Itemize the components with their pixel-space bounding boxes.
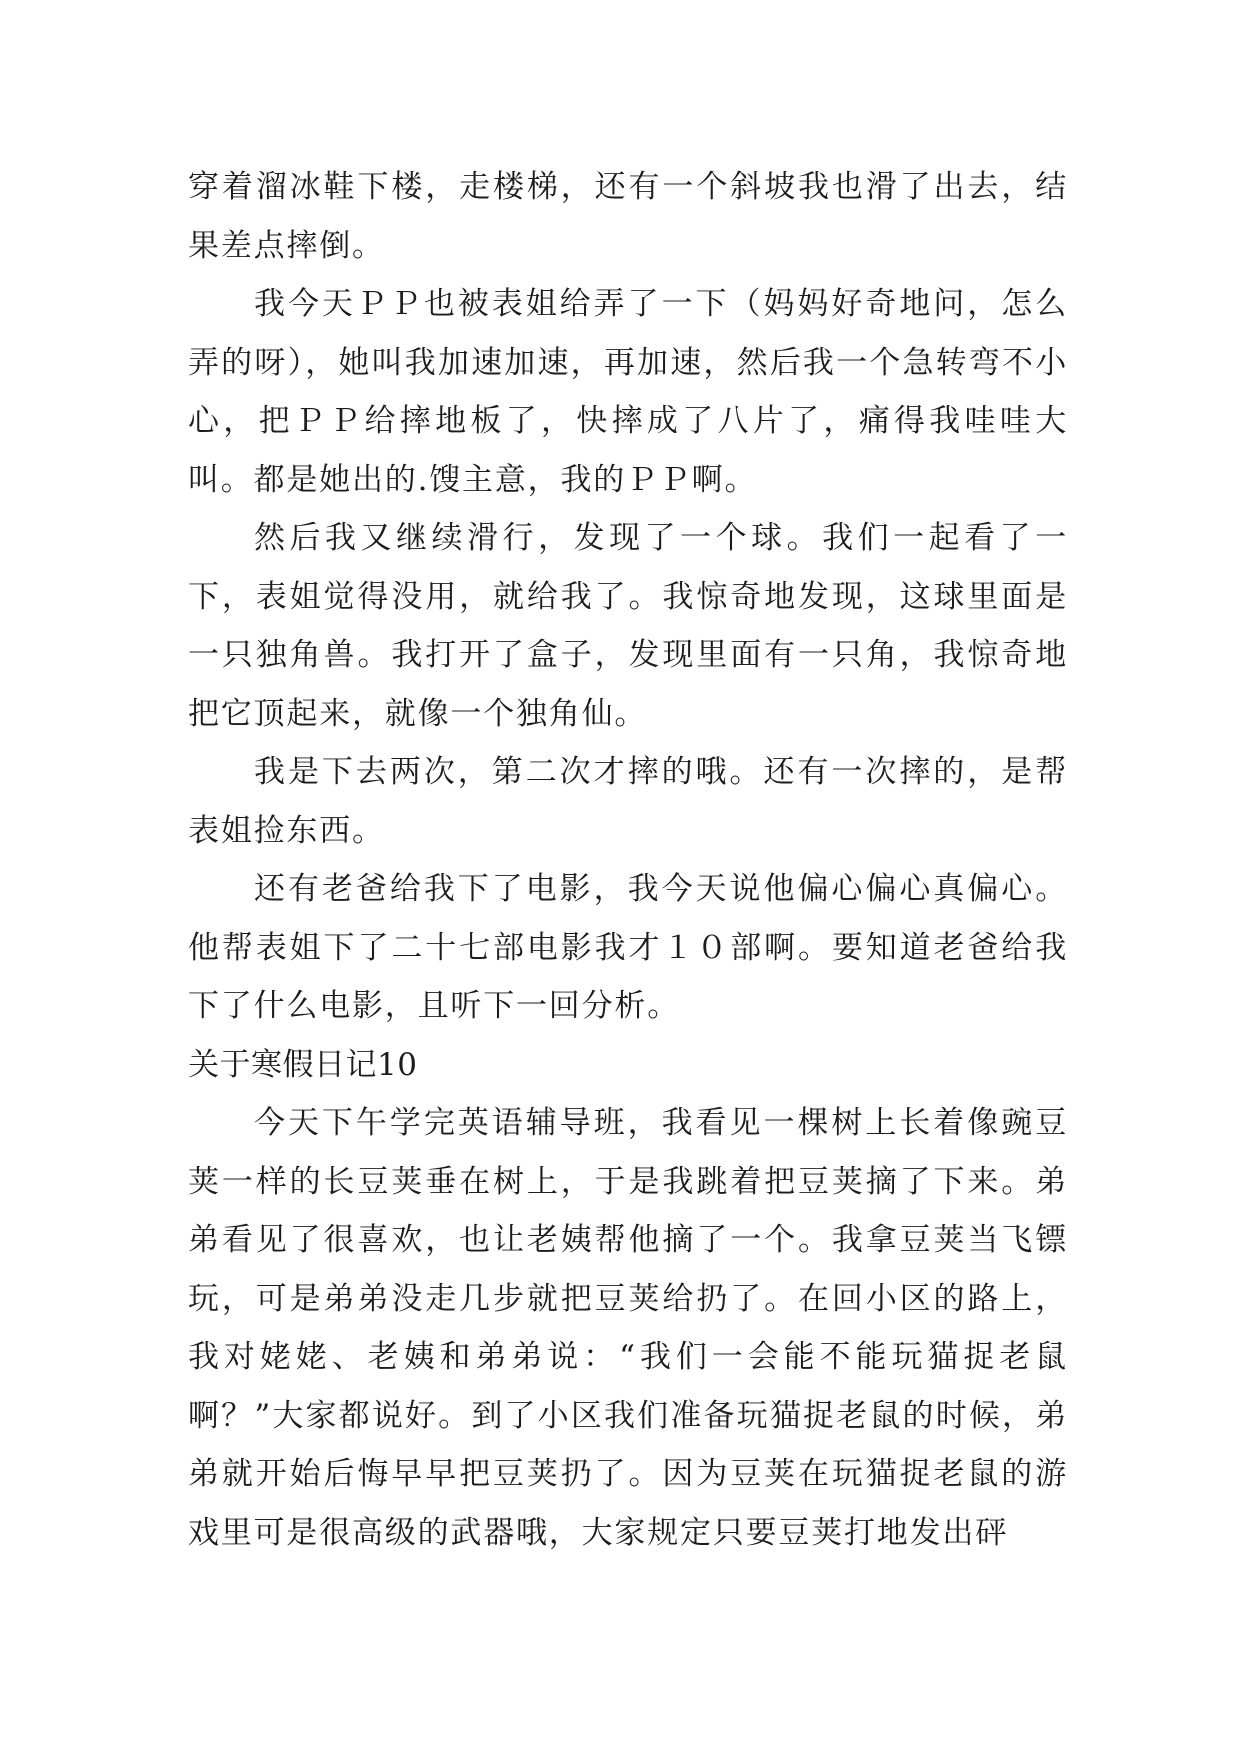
paragraph-6: 今天下午学完英语辅导班，我看见一棵树上长着像豌豆荚一样的长豆荚垂在树上，于是我跳着把豆荚摘了下来。弟弟看见了很喜欢，也让老姨帮他摘了一个。我拿豆荚当飞镖玩，可是弟弟没走几步就把豆荚给扔了。在回小区的路上，我对姥姥、老姨和弟弟说：“我们一会能不能玩猫捉老鼠啊？”大家都说好。到了小区我们准备玩猫捉老鼠的时候，弟弟就开始后悔早早把豆荚扔了。因为豆荚在玩猫捉老鼠的游戏里可是很高级的武器哦，大家规定只要豆荚打地发出砰 bbox=[188, 1105, 1068, 1551]
body-text bbox=[188, 158, 1068, 1562]
paragraph-4: 我是下去两次，第二次才摔的哦。还有一次摔的，是帮表姐捡东西。 bbox=[188, 754, 1068, 849]
section-heading: 关于寒假日记10 bbox=[188, 1046, 418, 1083]
paragraph-5: 还有老爸给我下了电影，我今天说他偏心偏心真偏心。他帮表姐下了二十七部电影我才１０部啊。要知道老爸给我下了什么电影，且听下一回分析。 bbox=[188, 871, 1068, 1024]
paragraph-2: 我今天ＰＰ也被表姐给弄了一下（妈妈好奇地问，怎么弄的呀），她叫我加速加速，再加速，然后我一个急转弯不小心，把ＰＰ给摔地板了，快摔成了八片了，痛得我哇哇大叫。都是她出的.馊主意，我的ＰＰ啊。 bbox=[188, 286, 1068, 498]
paragraph-3: 然后我又继续滑行，发现了一个球。我们一起看了一下，表姐觉得没用，就给我了。我惊奇地发现，这球里面是一只独角兽。我打开了盒子，发现里面有一只角，我惊奇地把它顶起来，就像一个独角仙。 bbox=[188, 520, 1068, 732]
paragraph-1: 穿着溜冰鞋下楼，走楼梯，还有一个斜坡我也滑了出去，结果差点摔倒。 bbox=[188, 169, 1068, 264]
